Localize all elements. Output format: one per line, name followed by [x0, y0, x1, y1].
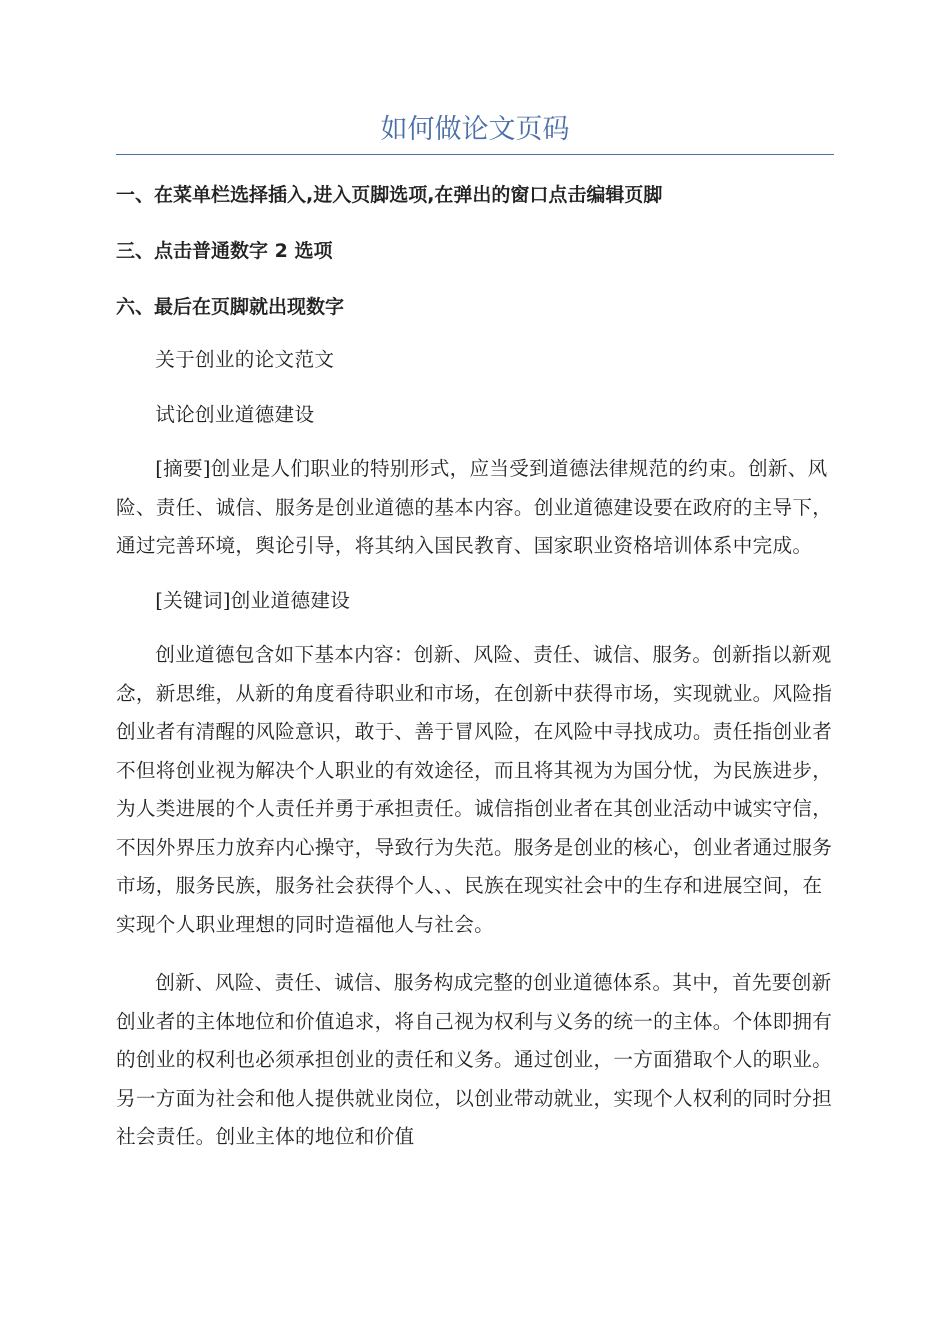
body-paragraph-1: 创业道德包含如下基本内容：创新、风险、责任、诚信、服务。创新指以新观念，新思维，从新的角度看待职业和市场，在创新中获得市场，实现就业。风险指创业者有清醒的风险意识，敢于、善于冒风险，在风险中寻找成功。责任指创业者不但将创业视为解决个人职业的有效途径，而且将其视为为国分忧，为民族进步，为人类进展的个人责任并勇于承担责任。诚信指创业者在其创业活动中诚实守信，不因外界压力放弃内心操守，导致行为失范。服务是创业的核心，创业者通过服务市场，服务民族，服务社会获得个人、、民族在现实社会中的生存和进展空间，在实现个人职业理想的同时造福他人与社会。 — [116, 643, 833, 936]
document-title: 如何做论文页码 — [116, 110, 834, 155]
step-heading-3: 六、最后在页脚就出现数字 — [116, 296, 345, 318]
essay-heading: 关于创业的论文范文 — [155, 348, 335, 371]
essay-subtitle: 试论创业道德建设 — [155, 402, 315, 426]
step-heading-1: 一、在菜单栏选择插入,进入页脚选项,在弹出的窗口点击编辑页脚 — [116, 184, 663, 206]
abstract-paragraph: [摘要]创业是人们职业的特别形式，应当受到道德法律规范的约束。创新、风险、责任、诚信、服务是创业道德的基本内容。创业道德建设要在政府的主导下，通过完善环境，舆论引导，将其纳入国民教育、国家职业资格培训体系中完成。 — [116, 457, 833, 557]
document-page — [116, 110, 834, 1157]
keywords-paragraph: [关键词]创业道德建设 — [155, 588, 351, 612]
body-paragraph-2: 创新、风险、责任、诚信、服务构成完整的创业道德体系。其中，首先要创新创业者的主体地位和价值追求，将自己视为权利与义务的统一的主体。个体即拥有的创业的权利也必须承担创业的责任和义务。通过创业，一方面猎取个人的职业。另一方面为社会和他人提供就业岗位，以创业带动就业，实现个人权利的同时分担社会责任。创业主体的地位和价值 — [116, 971, 833, 1148]
step-heading-2: 三、点击普通数字 2 选项 — [116, 240, 333, 262]
